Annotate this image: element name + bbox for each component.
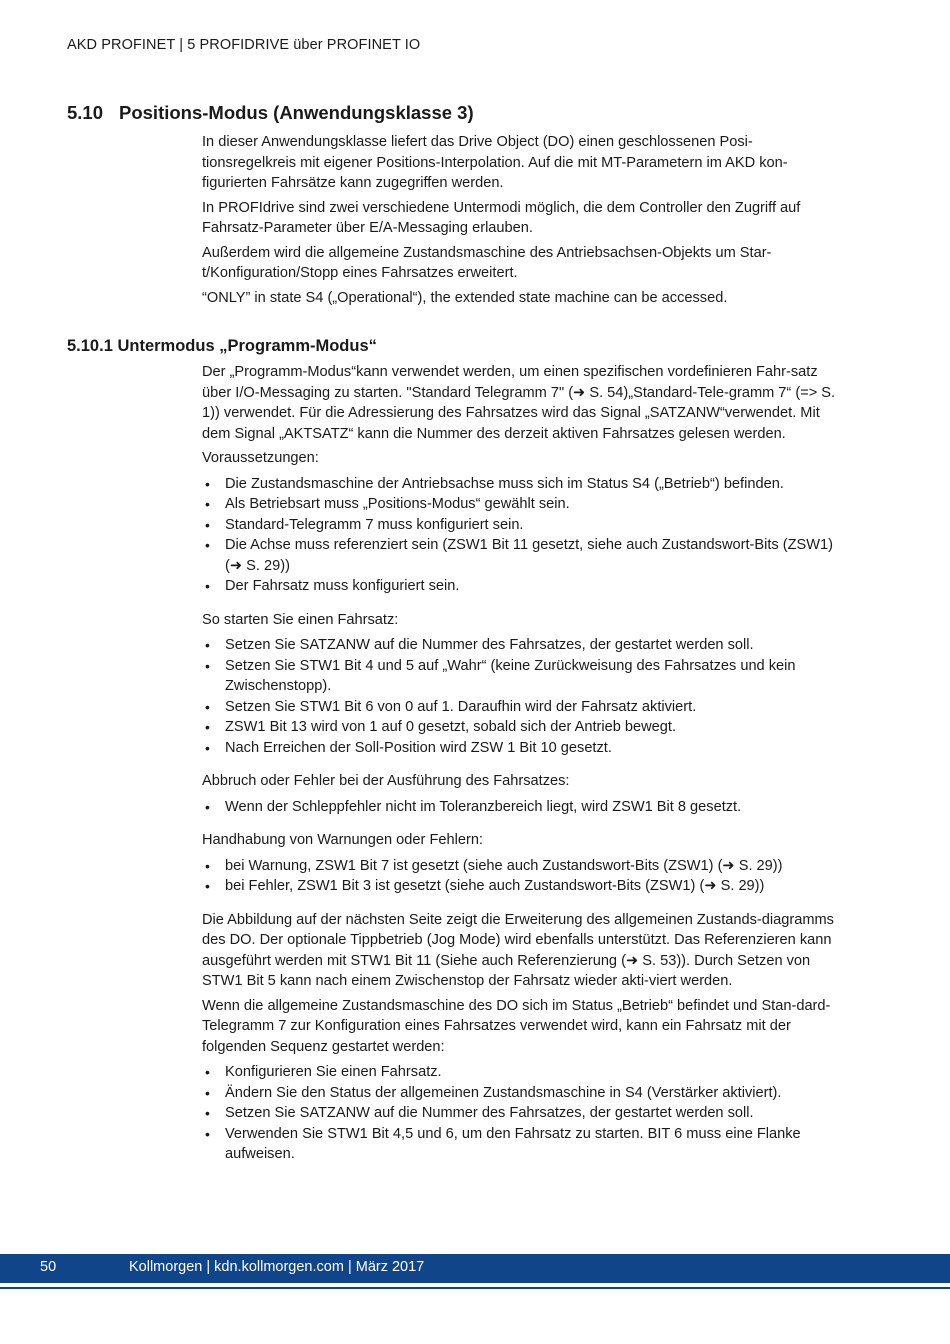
list-item: • Verwenden Sie STW1 Bit 4,5 und 6, um den Fahrsatz zu starten. BIT 6 muss eine Flanke aufweisen.: [202, 1124, 838, 1165]
prereq-list: [202, 474, 838, 597]
list-item: • Die Zustandsmaschine der Antriebsachse muss sich im Status S4 („Betrieb“) befinden.: [202, 474, 838, 495]
list-item: • Ändern Sie den Status der allgemeinen Zustandsmaschine in S4 (Verstärker aktiviert).: [202, 1083, 838, 1104]
warn-list: [202, 856, 838, 897]
section-paragraph: In dieser Anwendungsklasse liefert das Drive Object (DO) einen geschlossenen Posi-tionsregelkreis mit eigener Positions-Interpolation. Auf die mit MT-Parametern im AKD kon-figurierten Fahrsätze kann zugegriffen werden.: [202, 134, 788, 191]
start-label: So starten Sie einen Fahrsatz:: [202, 611, 399, 628]
section-body: [202, 132, 838, 308]
footer-bar: [0, 1254, 950, 1283]
list-item: • Setzen Sie SATZANW auf die Nummer des Fahrsatzes, der gestartet werden soll.: [202, 1103, 838, 1124]
running-header: AKD PROFINET | 5 PROFIDRIVE über PROFINET IO: [67, 37, 421, 53]
list-item: • bei Warnung, ZSW1 Bit 7 ist gesetzt (siehe auch Zustandswort-Bits (ZSW1) (➜ S. 29)): [202, 856, 838, 877]
list-item: • Die Achse muss referenziert sein (ZSW1 Bit 11 gesetzt, siehe auch Zustandswort-Bits (ZSW1) (➜ S. 29)): [202, 535, 838, 576]
warn-label: Handhabung von Warnungen oder Fehlern:: [202, 832, 483, 848]
section-title: Positions-Modus (Anwendungsklasse 3): [119, 102, 474, 123]
footer-text: Kollmorgen | kdn.kollmorgen.com | März 2017: [129, 1259, 425, 1275]
section-number: 5.10: [67, 102, 104, 123]
list-item: • Wenn der Schleppfehler nicht im Toleranzbereich liegt, wird ZSW1 Bit 8 gesetzt.: [202, 797, 838, 818]
abort-label: Abbruch oder Fehler bei der Ausführung des Fahrsatzes:: [202, 773, 570, 789]
section-paragraph: In PROFIdrive sind zwei verschiedene Untermodi möglich, die dem Controller den Zugriff auf Fahrsatz-Parameter über E/A-Messaging erlauben.: [202, 199, 801, 236]
section-paragraph: “ONLY” in state S4 („Operational“), the extended state machine can be accessed.: [202, 289, 728, 306]
section-heading: [67, 102, 474, 124]
list-item: • Setzen Sie STW1 Bit 4 und 5 auf „Wahr“ (keine Zurückweisung des Fahrsatzes und kein Zwischenstopp).: [202, 656, 838, 697]
list-item: • Der Fahrsatz muss konfiguriert sein.: [202, 576, 838, 597]
list-item: • Nach Erreichen der Soll-Position wird ZSW 1 Bit 10 gesetzt.: [202, 738, 838, 759]
list-item: • bei Fehler, ZSW1 Bit 3 ist gesetzt (siehe auch Zustandswort-Bits (ZSW1) (➜ S. 29)): [202, 876, 838, 897]
sequence-paragraph: Wenn die allgemeine Zustandsmaschine des DO sich im Status „Betrieb“ befindet und Stan-dard-Telegramm 7 zur Konfiguration eines Fahrsatzes verwendet wird, kann ein Fahrsatz mit der folgenden Sequenz gestartet werden:: [202, 997, 831, 1055]
list-item: • Setzen Sie SATZANW auf die Nummer des Fahrsatzes, der gestartet werden soll.: [202, 635, 838, 656]
intro-paragraph: Der „Programm-Modus“kann verwendet werden, um einen spezifischen vordefinieren Fahr-satz über I/O-Messaging zu starten. "Standard Telegramm 7" (➜ S. 54)„Standard-Tele-gramm 7“ (=> S. 1)) verwendet. Für die Adressierung des Fahrsatzes wird das Signal „SATZANW“verwendet. Mit dem Signal „AKTSATZ“ kann die Nummer des derzeit aktiven Fahrsatzes gelesen werden.: [202, 364, 836, 442]
section-paragraph: Außerdem wird die allgemeine Zustandsmaschine des Antriebsachsen-Objekts um Star-t/Konfiguration/Stopp eines Fahrsatzes erweitert.: [202, 244, 772, 281]
sequence-list: [202, 1062, 838, 1165]
figure-paragraph: Die Abbildung auf der nächsten Seite zeigt die Erweiterung des allgemeinen Zustands-diagramms des DO. Der optionale Tippbetrieb (Jog Mode) wird ebenfalls unterstützt. Das Referenzieren kann ausgeführt werden mit STW1 Bit 11 (Siehe auch Referenzierung (➜ S. 53)). Durch Setzen von STW1 Bit 5 kann nach einem Zwischenstop der Fahrsatz wieder akti-viert werden.: [202, 911, 834, 989]
subsection-heading: 5.10.1 Untermodus „Programm-Modus“: [67, 337, 377, 355]
list-item: • ZSW1 Bit 13 wird von 1 auf 0 gesetzt, sobald sich der Antrieb bewegt.: [202, 717, 838, 738]
start-list: [202, 635, 838, 758]
list-item: • Als Betriebsart muss „Positions-Modus“ gewählt sein.: [202, 494, 838, 515]
prereq-label: Voraussetzungen:: [202, 450, 319, 466]
page-number: 50: [40, 1259, 57, 1275]
list-item: • Setzen Sie STW1 Bit 6 von 0 auf 1. Daraufhin wird der Fahrsatz aktiviert.: [202, 697, 838, 718]
abort-list: [202, 797, 838, 818]
footer-rule: [0, 1287, 950, 1289]
list-item: • Standard-Telegramm 7 muss konfiguriert sein.: [202, 515, 838, 536]
subsection-body: [202, 362, 838, 1165]
list-item: • Konfigurieren Sie einen Fahrsatz.: [202, 1062, 838, 1083]
